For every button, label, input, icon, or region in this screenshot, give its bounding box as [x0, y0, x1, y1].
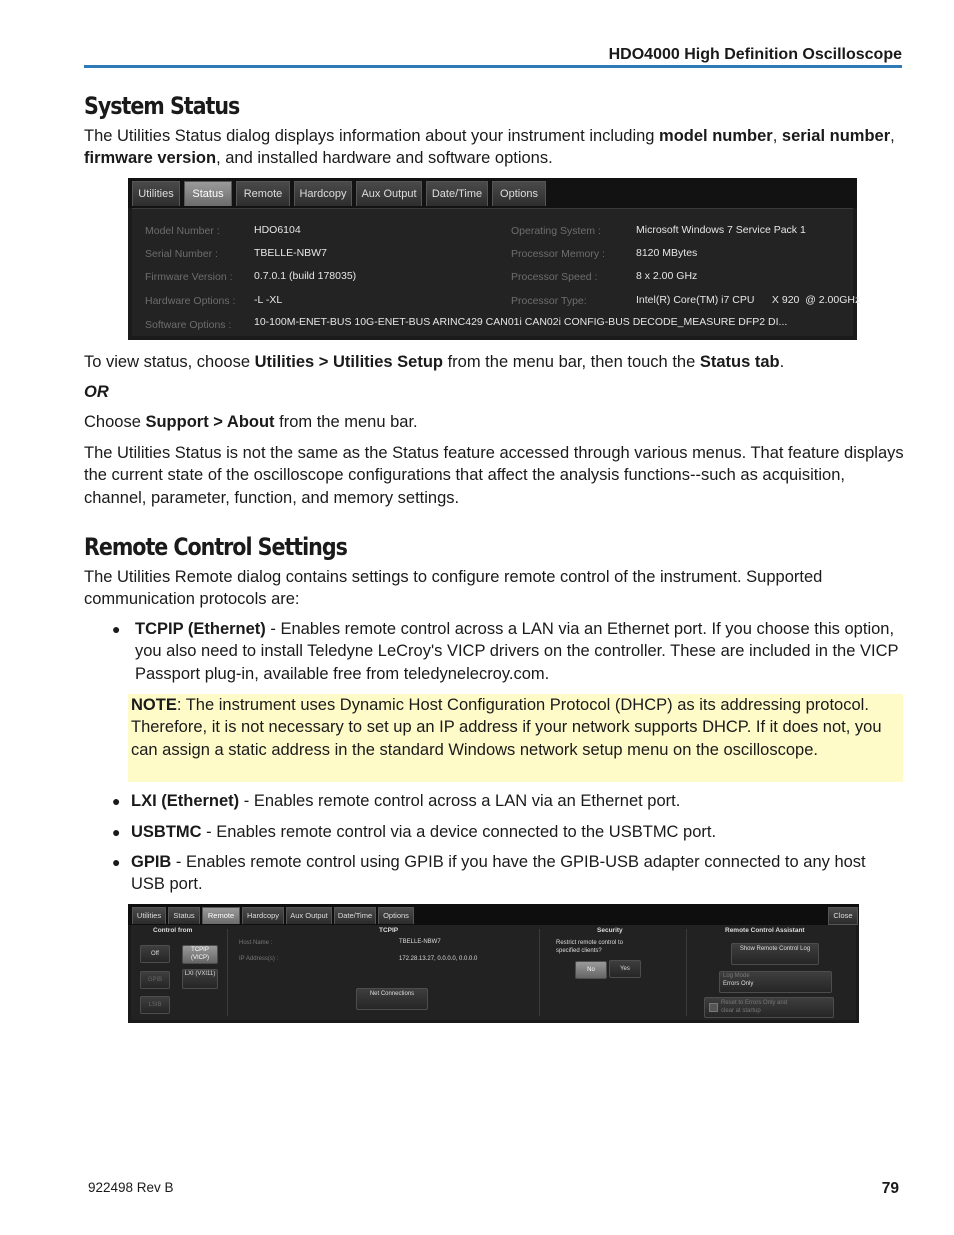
header-rule — [84, 65, 902, 68]
net-connections-button[interactable]: Net Connections — [356, 988, 428, 1010]
bold-term: GPIB — [131, 853, 172, 871]
assistant-title: Remote Control Assistant — [725, 927, 805, 934]
bullet-tcpip — [112, 618, 903, 685]
close-button[interactable]: Close — [828, 907, 858, 925]
model-value: HDO6104 — [254, 224, 301, 236]
security-yes-button[interactable]: Yes — [609, 960, 641, 978]
divider — [539, 929, 540, 1016]
bold-term: USBTMC — [131, 823, 202, 841]
model-label: Model Number : — [145, 225, 220, 237]
note-text: : The instrument uses Dynamic Host Configuration Protocol (DHCP) as its addressing protocol. Therefore, it is not necessary to set up an IP address if your network supports DHCP. If it does not, you can assign a static address in the standard Windows network setup menu on the oscilloscope. — [131, 696, 882, 759]
text-run: To view status, choose — [84, 353, 255, 371]
menu-path: Support > About — [145, 413, 275, 431]
divider — [686, 929, 687, 1016]
reset-errors-label: Reset to Errors Only and clear at startup — [721, 1000, 788, 1014]
text-run: - Enables remote control across a LAN via an Ethernet port. — [239, 792, 681, 810]
bold-term: Status tab — [699, 353, 780, 371]
reset-errors-checkbox-row[interactable] — [704, 997, 834, 1018]
text-run: The Utilities Status dialog displays information about your instrument including — [84, 127, 660, 145]
memory-value: 8120 MBytes — [636, 247, 698, 259]
status-difference-paragraph: The Utilities Status is not the same as the Status feature accessed through various menus. That feature displays the current state of the oscilloscope configurations that affect the analysis functions--such as acquisition, channel, parameter, function, and memory settings. — [84, 444, 904, 507]
bold-term: model number — [659, 127, 773, 145]
firmware-value: 0.7.0.1 (build 178035) — [254, 270, 357, 282]
tab-hardcopy[interactable]: Hardcopy — [242, 907, 284, 924]
software-value: 10-100M-ENET-BUS 10G-ENET-BUS ARINC429 CAN01i CAN02i CONFIG-BUS DECODE_MEASURE DFP2 DI... — [254, 316, 788, 328]
serial-label: Serial Number : — [145, 248, 218, 260]
tab-date-time[interactable]: Date/Time — [426, 181, 488, 206]
bullet-gpib — [112, 851, 903, 896]
bullet-dot: ● — [112, 854, 121, 870]
host-name-label: Host Name : — [239, 940, 273, 946]
page-number: 79 — [881, 1180, 899, 1197]
tab-options[interactable]: Options — [492, 181, 546, 206]
bullet-dot: ● — [112, 793, 121, 809]
tab-date-time[interactable]: Date/Time — [334, 907, 376, 924]
tcpip-title: TCPIP — [379, 927, 399, 934]
bullet-lxi — [112, 790, 903, 812]
restrict-clients-text: Restrict remote control to specified clients? — [556, 940, 624, 954]
remote-tab-bar — [128, 904, 859, 925]
status-panel — [132, 208, 861, 336]
note-label: NOTE — [131, 696, 177, 714]
firmware-label: Firmware Version : — [145, 271, 233, 283]
tcpip-vicp-button[interactable]: TCPIP (VICP) — [182, 945, 218, 964]
lxi-vxi11-button[interactable]: LXI (VXI11) — [182, 969, 218, 989]
tab-remote[interactable]: Remote — [236, 181, 290, 206]
bullet-usbtmc — [112, 821, 903, 843]
hardware-value: -L -XL — [254, 294, 283, 306]
os-value: Microsoft Windows 7 Service Pack 1 — [636, 224, 806, 236]
view-status-instructions — [84, 351, 904, 373]
text-run: from the menu bar. — [274, 413, 418, 431]
os-label: Operating System : — [511, 225, 601, 237]
tab-hardcopy[interactable]: Hardcopy — [294, 181, 352, 206]
text-run: - Enables remote control across a LAN via an Ethernet port. If you choose this option, you also need to install Teledyne LeCroy's VICP drivers on the controller. These are included in the VICP Passport plug-in, available free from teledynelecroy.com. — [135, 620, 899, 683]
bullet-dot: ● — [112, 621, 121, 637]
menu-path: Utilities > Utilities Setup — [254, 353, 444, 371]
speed-label: Processor Speed : — [511, 271, 598, 283]
or-separator: OR — [84, 383, 109, 401]
log-mode-value: Errors Only — [723, 981, 754, 987]
gpib-button[interactable]: GPIB — [140, 971, 170, 989]
tab-aux-output[interactable]: Aux Output — [286, 907, 332, 924]
hardware-label: Hardware Options : — [145, 295, 236, 307]
choose-support-instructions — [84, 411, 904, 433]
usb-button[interactable]: LSIB — [140, 996, 170, 1014]
bold-term: serial number — [781, 127, 891, 145]
tab-aux-output[interactable]: Aux Output — [356, 181, 422, 206]
bold-term: LXI (Ethernet) — [131, 792, 240, 810]
remote-control-heading: Remote Control Settings — [84, 533, 347, 561]
serial-value: TBELLE-NBW7 — [254, 247, 327, 259]
tab-options[interactable]: Options — [378, 907, 414, 924]
memory-label: Processor Memory : — [511, 248, 605, 260]
log-mode-select[interactable] — [719, 971, 832, 993]
log-mode-label: Log Mode — [723, 973, 750, 979]
security-no-button[interactable]: No — [575, 961, 607, 979]
software-label: Software Options : — [145, 319, 232, 331]
show-remote-log-button[interactable]: Show Remote Control Log — [731, 943, 819, 965]
tab-remote[interactable]: Remote — [202, 907, 240, 924]
bold-term: firmware version — [84, 149, 217, 168]
tab-utilities[interactable]: Utilities — [132, 181, 180, 206]
status-dialog-screenshot — [128, 178, 861, 340]
remote-intro: The Utilities Remote dialog contains settings to configure remote control of the instrument. Supported communication protocols are: — [84, 568, 823, 609]
text-run: - Enables remote control using GPIB if you have the GPIB-USB adapter connected to any host USB port. — [131, 853, 866, 894]
text-run: from the menu bar, then touch the — [443, 353, 700, 371]
ip-address-value: 172.28.13.27, 0.0.0.0, 0.0.0.0 — [399, 956, 478, 962]
remote-dialog-screenshot — [128, 904, 859, 1023]
text-run: . — [779, 353, 785, 371]
checkbox-icon[interactable] — [709, 1003, 718, 1012]
bullet-dot: ● — [112, 824, 121, 840]
tab-status[interactable]: Status — [168, 907, 200, 924]
status-tab-bar — [128, 178, 857, 208]
text-run: - Enables remote control via a device connected to the USBTMC port. — [201, 823, 717, 841]
tab-utilities[interactable]: Utilities — [132, 907, 166, 924]
system-status-heading: System Status — [84, 92, 240, 120]
dhcp-note — [128, 694, 903, 782]
text-run: , — [772, 127, 782, 145]
cpu-type-label: Processor Type: — [511, 295, 587, 307]
text-run: , — [890, 127, 895, 145]
running-header-title: HDO4000 High Definition Oscilloscope — [608, 46, 902, 63]
bold-term: TCPIP (Ethernet) — [135, 620, 266, 638]
speed-value: 8 x 2.00 GHz — [636, 270, 698, 282]
control-from-title: Control from — [153, 927, 193, 934]
off-button[interactable]: Off — [140, 945, 170, 963]
tab-status[interactable]: Status — [184, 181, 232, 206]
ip-address-label: IP Address(s) : — [239, 956, 279, 962]
document-revision: 922498 Rev B — [88, 1180, 174, 1195]
text-run: , and installed hardware and software options. — [216, 149, 553, 168]
security-title: Security — [597, 927, 623, 934]
system-status-intro — [84, 125, 904, 170]
remote-panel — [131, 925, 856, 1020]
host-name-value: TBELLE-NBW7 — [399, 939, 441, 945]
text-run: Choose — [84, 413, 146, 431]
cpu-type-value: Intel(R) Core(TM) i7 CPU X 920 @ 2.00GHz — [636, 294, 861, 306]
divider — [227, 929, 228, 1016]
